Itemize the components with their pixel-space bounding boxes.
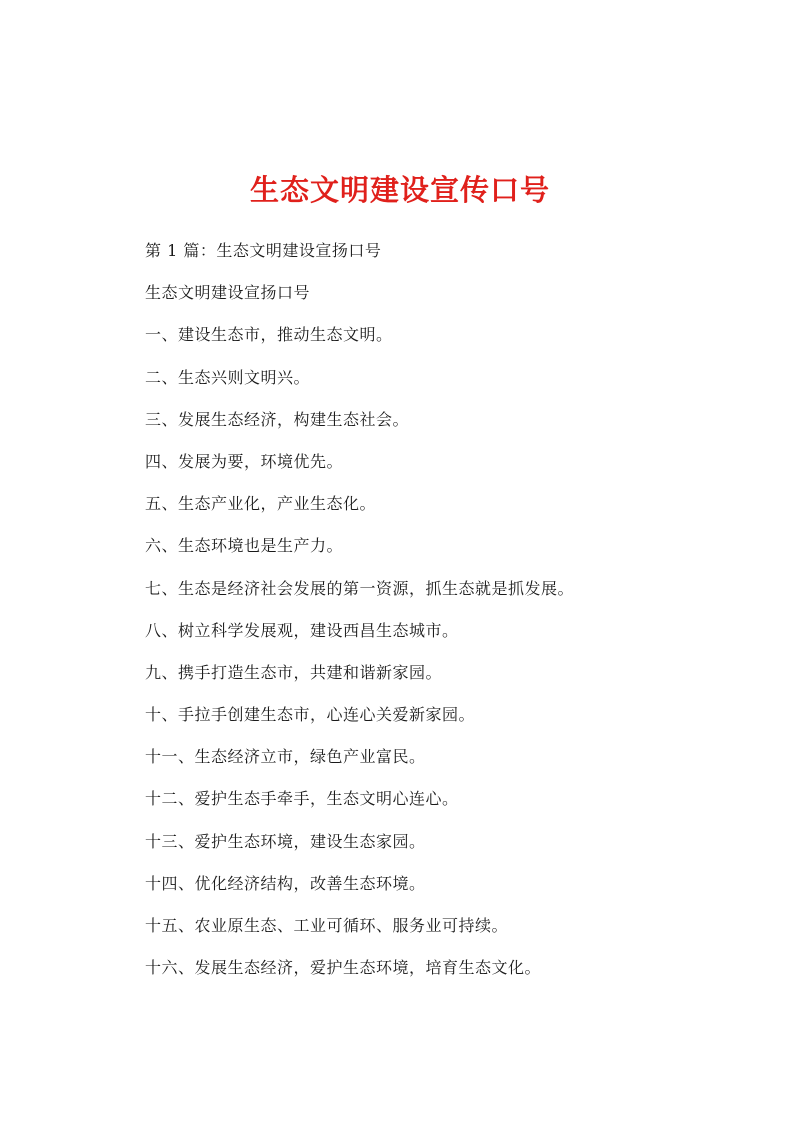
slogan-line: 十一、生态经济立市，绿色产业富民。 — [145, 747, 426, 767]
slogan-line: 二、生态兴则文明兴。 — [145, 367, 311, 387]
slogan-line: 一、建设生态市，推动生态文明。 — [145, 325, 393, 345]
chapter-heading: 第 1 篇：生态文明建设宣扬口号 — [145, 241, 382, 260]
slogan-line: 九、携手打造生态市，共建和谐新家园。 — [145, 662, 443, 682]
slogan-line: 三、发展生态经济，构建生态社会。 — [145, 409, 410, 429]
slogan-line: 十六、发展生态经济，爱护生态环境，培育生态文化。 — [145, 958, 542, 978]
slogan-line: 六、生态环境也是生产力。 — [145, 536, 344, 556]
slogan-line: 十四、优化经济结构，改善生态环境。 — [145, 873, 426, 893]
document-body — [145, 241, 665, 1000]
subheading: 生态文明建设宣扬口号 — [145, 283, 311, 303]
slogan-line: 五、生态产业化，产业生态化。 — [145, 494, 377, 514]
slogan-line: 十、手拉手创建生态市，心连心关爱新家园。 — [145, 705, 476, 725]
slogan-line: 四、发展为要，环境优先。 — [145, 451, 344, 471]
slogan-line: 十五、农业原生态、工业可循环、服务业可持续。 — [145, 916, 509, 935]
document-title: 生态文明建设宣传口号 — [249, 173, 550, 207]
slogan-line: 十二、爱护生态手牵手，生态文明心连心。 — [145, 789, 459, 809]
slogan-line: 八、树立科学发展观，建设西昌生态城市。 — [145, 620, 459, 640]
slogan-line: 七、生态是经济社会发展的第一资源，抓生态就是抓发展。 — [145, 578, 575, 598]
slogan-line: 十三、爱护生态环境，建设生态家园。 — [145, 831, 426, 851]
